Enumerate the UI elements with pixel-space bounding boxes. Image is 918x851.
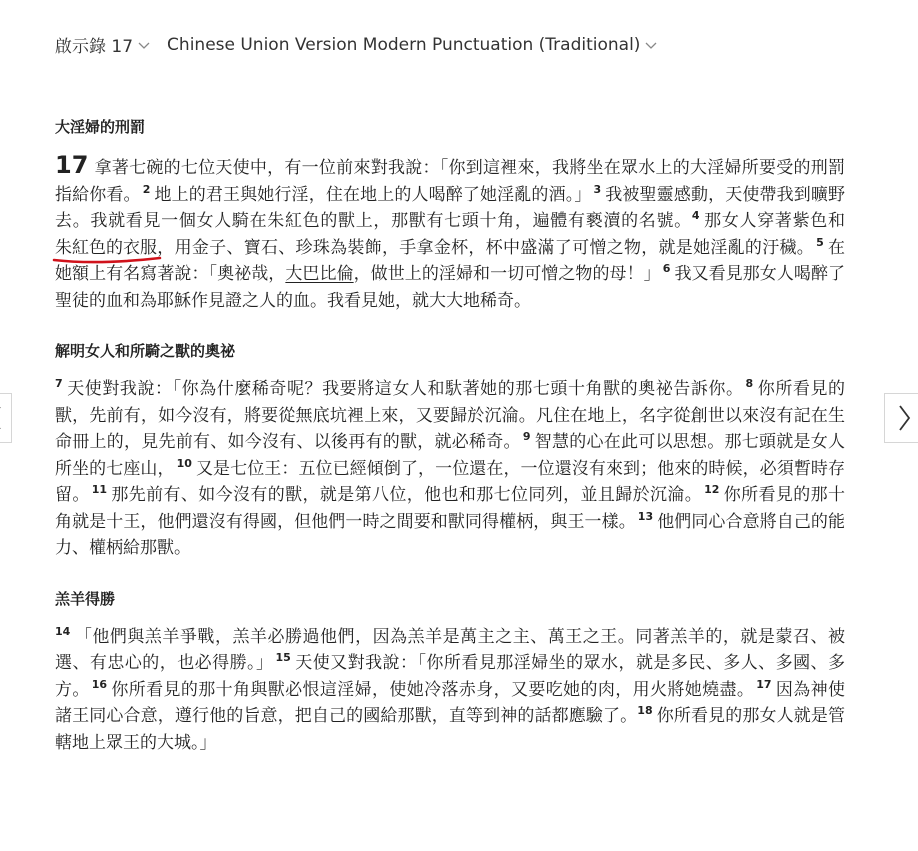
verse-text[interactable]: 你所看見的那十角就是十王，他們還沒有得國，但他們一時之間要和獸同得權柄，與王一樣。: [55, 485, 846, 532]
red-underline-mark: [53, 255, 161, 265]
section-heading: 大淫婦的刑罰: [55, 118, 146, 136]
verse-number: 12: [704, 483, 720, 497]
verse-number: 7: [55, 377, 63, 391]
verse-number: 18: [637, 704, 653, 718]
verse-text[interactable]: 那先前有、如今沒有的獸，就是第八位，他也和那七位同列，並且歸於沉淪。: [111, 485, 703, 505]
verse-number: 17: [756, 677, 772, 691]
verse-number: 10: [176, 456, 192, 470]
verse-text[interactable]: 智慧的心在此可以思想。那七頭就是女人所坐的七座山，: [55, 432, 846, 479]
verse-text[interactable]: 天使對我說：「你為什麼稀奇呢？我要將這女人和馱著她的那七頭十角獸的奧祕告訴你。: [66, 379, 744, 399]
verse-number: 14: [55, 624, 71, 638]
verse-text[interactable]: 地上的君王與她行淫，住在地上的人喝醉了她淫亂的酒。」: [154, 184, 592, 205]
previous-chapter-button[interactable]: [0, 393, 12, 443]
verse-number: 4: [691, 209, 700, 223]
verse-text[interactable]: 你所看見的那女人就是管轄地上眾王的大城。」: [55, 706, 845, 753]
chapter-number: 17: [55, 151, 89, 179]
verse-number: 2: [142, 182, 151, 196]
annotated-text[interactable]: 朱紅色的衣服: [55, 235, 157, 262]
verse-number: 9: [522, 430, 531, 444]
section-heading: 解明女人和所騎之獸的奧祕: [55, 342, 236, 360]
verse-number: 11: [91, 483, 108, 497]
verse-number: 6: [662, 262, 671, 276]
verse-text[interactable]: 你所看見的獸，先前有，如今沒有，將要從無底坑裡上來，又要歸於沉淪。凡住在地上，名字從創世以來沒有記在生命冊上的，見先前有、如今沒有、以後再有的獸，就必稀奇。: [55, 379, 846, 452]
verse-text[interactable]: 你所看見的那十角與獸必恨這淫婦，使她冷落赤身，又要吃她的肉，用火將她燒盡。: [111, 679, 755, 700]
verse-text[interactable]: 在她額上有名寫著說：「奧祕哉，: [55, 237, 846, 284]
verse-text[interactable]: ，用金子、寶石、珍珠為裝飾，手拿金杯，杯中盛滿了可憎之物，就是她淫亂的汙穢。: [157, 237, 815, 258]
verse-text[interactable]: ，做世上的淫婦和一切可憎之物的母！」: [353, 264, 661, 284]
verse-text[interactable]: 拿著七碗的七位天使中，有一位前來對我說：「你到這裡來，我將坐在眾水上的大淫婦所要受的刑罰指給你看。: [55, 158, 845, 205]
underlined-name[interactable]: 大巴比倫: [285, 264, 354, 284]
verse-text[interactable]: 我又看見那女人喝醉了聖徒的血和為耶穌作見證之人的血。我看見她，就大大地稀奇。: [55, 264, 846, 311]
paragraph: [55, 152, 845, 314]
verse-number: 15: [275, 651, 291, 665]
verse-text[interactable]: 又是七位王：五位已經傾倒了，一位還在，一位還沒有來到；他來的時候，必須暫時存留。: [55, 458, 846, 505]
chevron-left-icon: [0, 405, 2, 431]
verse-text[interactable]: 我被聖靈感動，天使帶我到曠野去。我就看見一個女人騎在朱紅色的獸上，那獸有七頭十角，遍體有褻瀆的名號。: [55, 184, 846, 231]
paragraph: [55, 624, 845, 757]
chevron-down-icon: [644, 38, 658, 52]
chapter-content: [55, 116, 845, 756]
book-chapter-selector[interactable]: [55, 32, 151, 57]
verse-number: 16: [91, 677, 108, 691]
verse-number: 3: [593, 182, 602, 196]
verse-text[interactable]: 他們同心合意將自己的能力、權柄給那獸。: [55, 511, 846, 558]
verse-text[interactable]: 天使又對我說：「你所看見那淫婦坐的眾水，就是多民、多人、多國、多方。: [55, 653, 846, 700]
version-selector[interactable]: [167, 35, 658, 55]
verse-number: 8: [745, 377, 754, 391]
chevron-down-icon: [137, 38, 151, 52]
next-chapter-button[interactable]: [884, 393, 918, 443]
paragraph: [55, 376, 845, 562]
book-chapter-label: 啟示錄 17: [55, 37, 134, 57]
verse-text[interactable]: 那女人穿著紫色和: [703, 211, 846, 231]
verse-text[interactable]: 「他們與羔羊爭戰，羔羊必勝過他們，因為羔羊是萬主之主、萬王之王。同著羔羊的，就是蒙召、被選、有忠心的，也必得勝。」: [55, 626, 845, 673]
version-label: Chinese Union Version Modern Punctuation (Traditional): [167, 34, 641, 55]
chevron-right-icon: [897, 404, 911, 432]
section-heading: 羔羊得勝: [55, 589, 116, 608]
verse-number: 5: [816, 235, 824, 249]
verse-number: 13: [637, 509, 654, 523]
verse-text[interactable]: 因為神使諸王同心合意，遵行他的旨意，把自己的國給那獸，直等到神的話都應驗了。: [55, 679, 846, 726]
toolbar: [55, 32, 658, 57]
